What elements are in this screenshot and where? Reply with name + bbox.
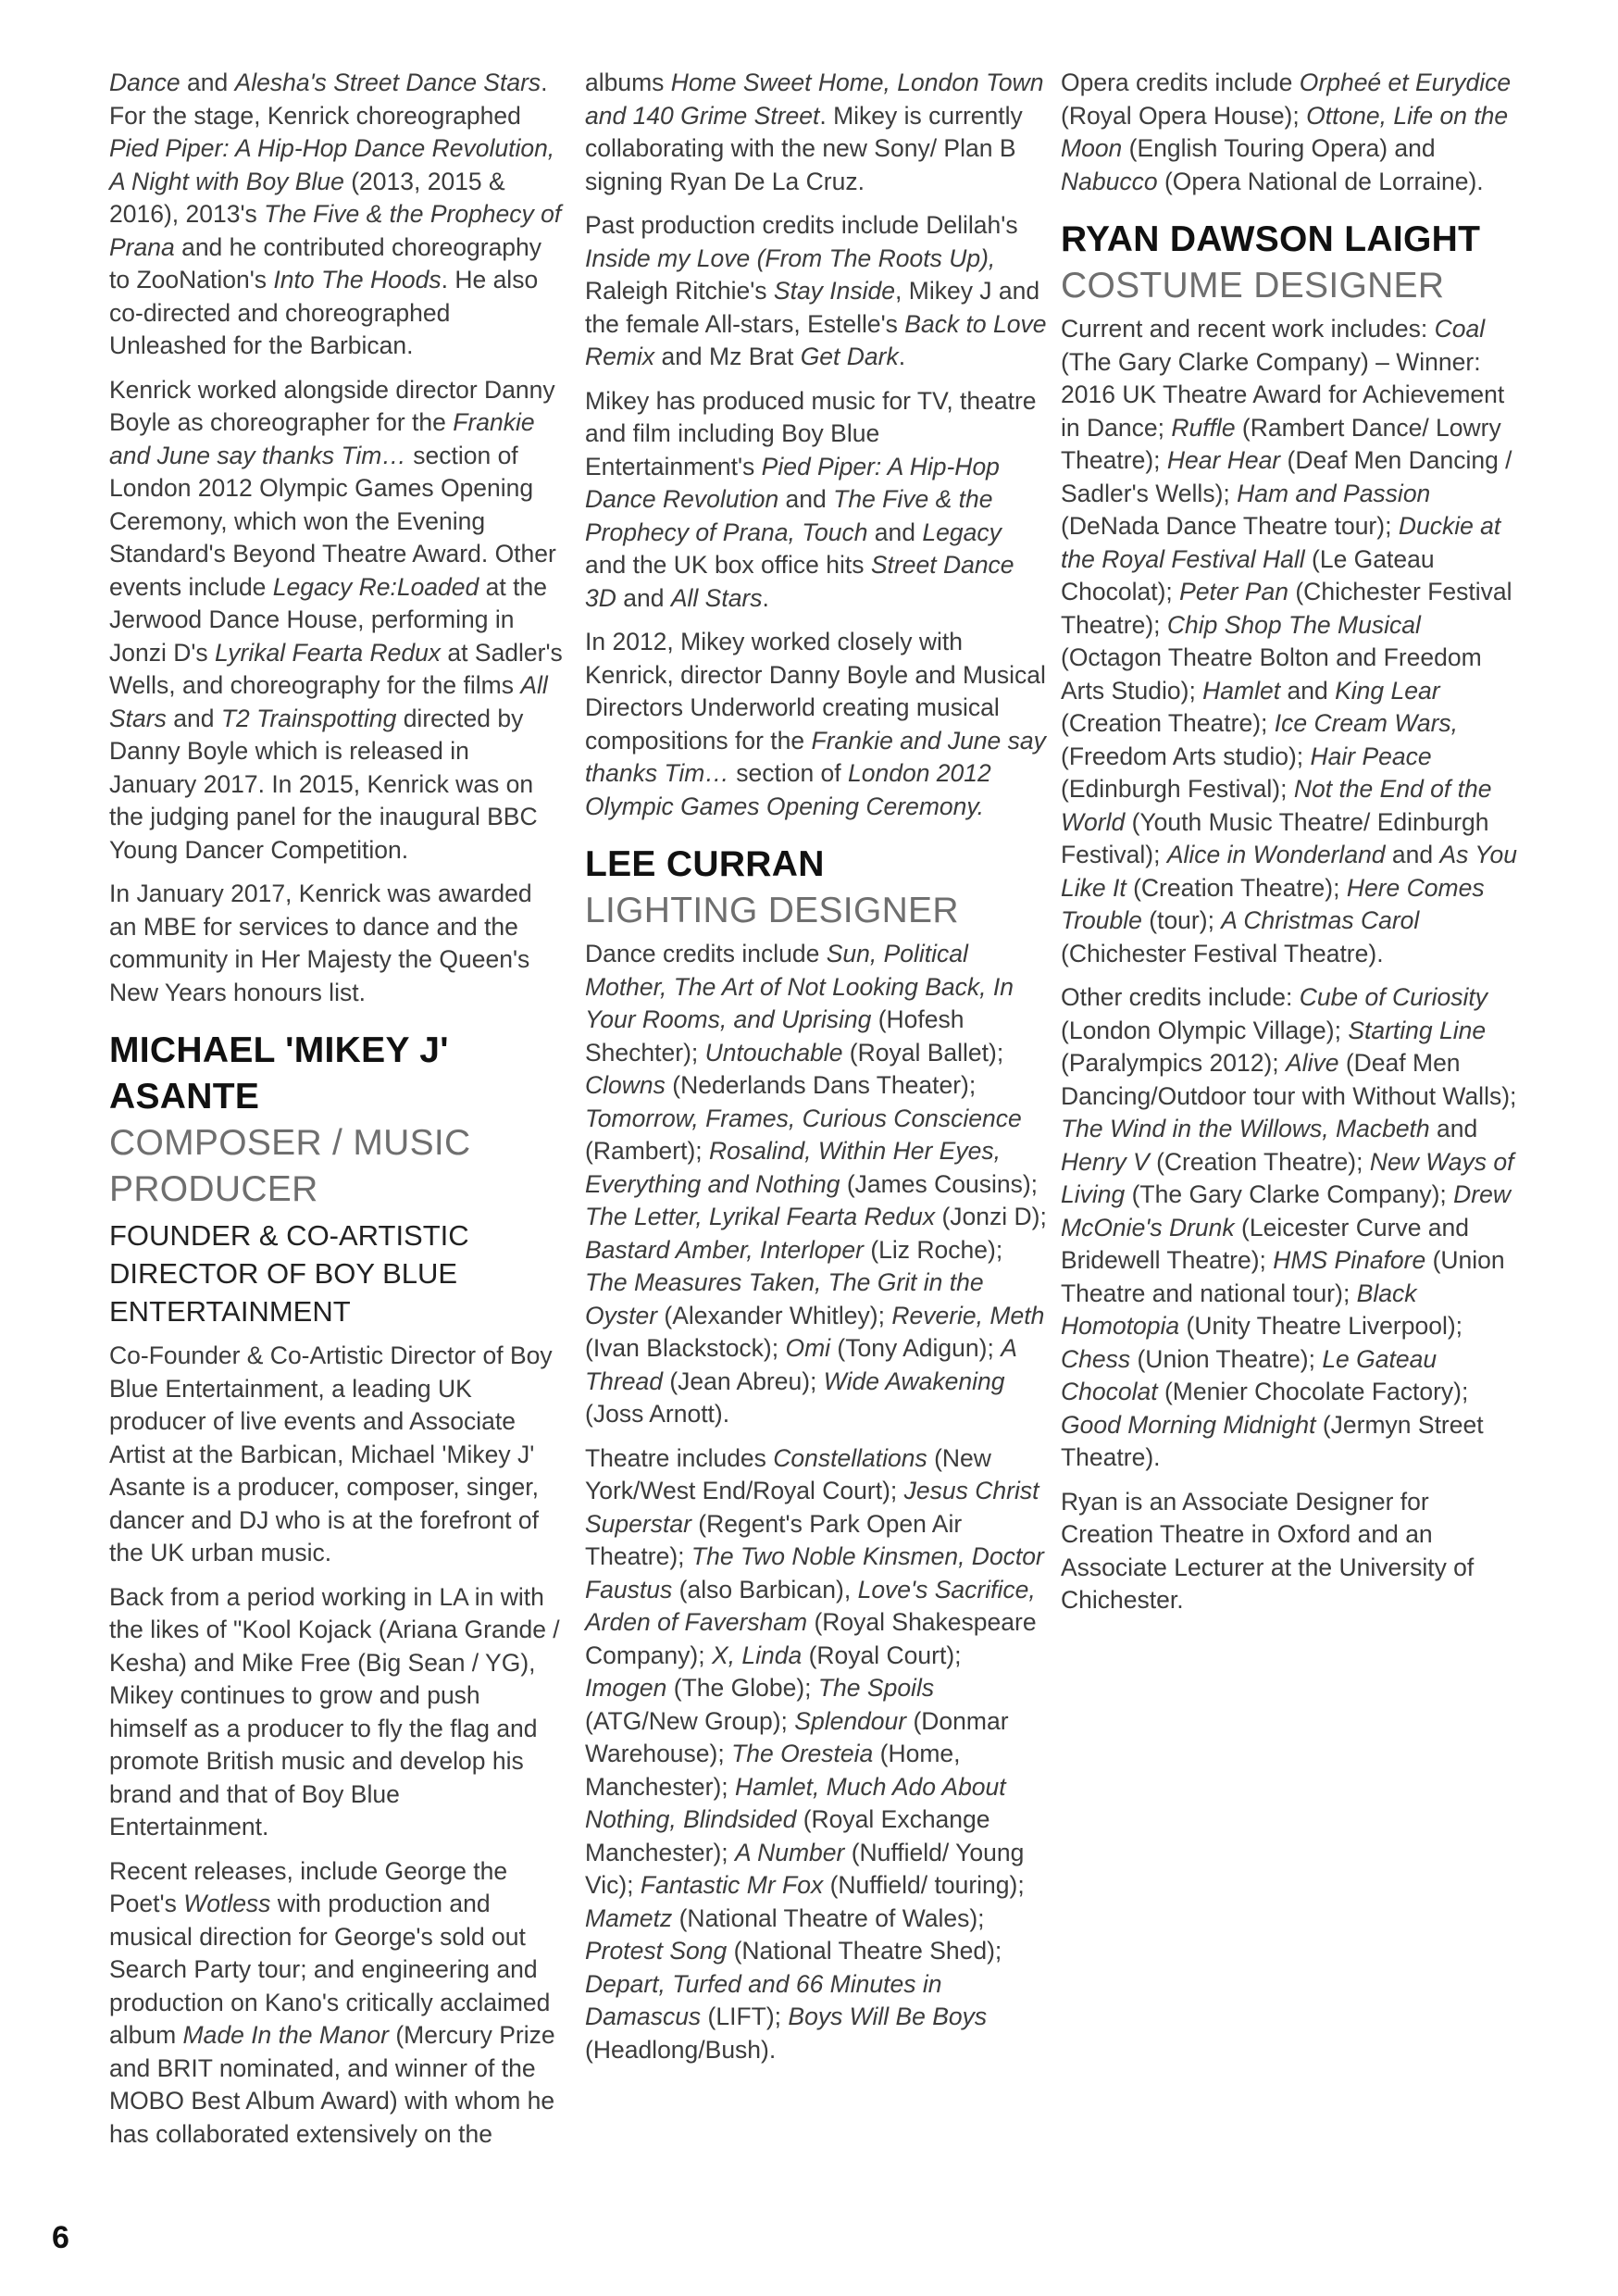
credit-role-heading: LIGHTING DESIGNER [585,891,959,930]
work-title: Legacy [922,518,1002,546]
work-title: The Wind in the Willows, Macbeth [1061,1115,1430,1142]
work-title: Alice in Wonderland [1166,841,1386,868]
bio-paragraph: Current and recent work includes: Coal (The Gary Clarke Company) – Winner: 2016 UK Theatre Award for Achievement in Dance; Ruffle (Rambert Dance/ Lowry Theatre); Hear Hear (Deaf Men Dancing / Sadler's Wells); Ham and Passion (DeNada Dance Theatre tour); Duckie at the Royal Festival Hall (Le Gateau Chocolat); Peter Pan (Chichester Festival Theatre); Chip Shop The Musical (Octagon Theatre Bolton and Freedom Arts Studio); Hamlet and King Lear (Creation Theatre); Ice Cream Wars, (Freedom Arts studio); Hair Peace (Edinburgh Festival); Not the End of the World (Youth Music Theatre/ Edinburgh Festival); Alice in Wonderland and As You Like It (Creation Theatre); Here Comes Trouble (tour); A Christmas Carol (Chichester Festival Theatre). [1061,315,1517,967]
work-title: All Stars [109,671,548,732]
work-title: As You Like It [1061,841,1517,902]
work-title: Tomorrow, Frames, Curious Conscience [585,1104,1022,1132]
work-title: Clowns [585,1071,666,1099]
work-title: London 2012 Olympic Games Opening Ceremony. [585,759,991,820]
work-title: Hamlet [1202,676,1281,705]
work-title: T2 Trainspotting [220,704,397,732]
work-title: Protest Song [585,1937,728,1965]
work-title: The Spoils [817,1674,935,1702]
credit-role-heading: COSTUME DESIGNER [1061,266,1445,306]
work-title: Duckie at the Royal Festival Hall [1061,512,1501,573]
column-left [109,67,563,2162]
work-title: Ottone, Life on the Moon [1061,101,1509,162]
work-title: Frankie and June say thanks Tim… [109,408,535,469]
work-title: Dance [109,69,180,96]
work-title: Chess [1061,1344,1131,1373]
work-title: Nabucco [1061,167,1158,195]
work-title: Frankie and June say thanks Tim… [585,726,1046,787]
work-title: A Christmas Carol [1221,906,1420,934]
bio-paragraph: Mikey has produced music for TV, theatre and film including Boy Blue Entertainment's Pied Piper: A Hip-Hop Dance Revolution and The Five & the Prophecy of Prana, Touch and Legacy and the UK box office hits Street Dance 3D and All Stars. [585,386,1037,612]
bio-paragraph: Ryan is an Associate Designer for Creation Theatre in Oxford and an Associate Lecturer at the University of Chichester. [1061,1487,1475,1614]
work-title: Starting Line [1348,1016,1487,1044]
bio-paragraph: Past production credits include Delilah's Inside my Love (From The Roots Up), Raleigh Ritchie's Stay Inside, Mikey J and the female All-stars, Estelle's Back to Love Remix and Mz Brat Get Dark. [585,211,1047,370]
work-title: Cube of Curiosity [1299,983,1488,1011]
work-title: A Number [735,1838,845,1866]
work-title: Le Gateau Chocolat [1061,1344,1438,1405]
work-title: The Letter, Lyrikal Fearta Redux [585,1203,936,1230]
work-title: The Two Noble Kinsmen, Doctor Faustus [585,1542,1044,1603]
bio-paragraph: Co-Founder & Co-Artistic Director of Boy Blue Entertainment, a leading UK producer of live events and Associate Artist at the Barbican, Michael 'Mikey J' Asante is a producer, composer, singer, dancer and DJ who is at the forefront of the UK urban music. [109,1341,553,1566]
column-middle [585,67,1048,2078]
work-title: Here Comes Trouble [1061,873,1485,934]
credit-name-heading: RYAN DAWSON LAIGHT [1061,219,1481,259]
work-title: Coal [1434,315,1486,343]
work-title: Alive [1286,1049,1339,1077]
work-title: Pied Piper: A Hip-Hop Dance Revolution, A Night with Boy Blue [109,134,555,195]
bio-paragraph: In January 2017, Kenrick was awarded an MBE for services to dance and the community in Her Majesty the Queen's New Years honours list. [109,880,532,1006]
credit-name-heading: LEE CURRAN [585,844,825,884]
bio-paragraph: Other credits include: Cube of Curiosity (London Olympic Village); Starting Line (Paralympics 2012); Alive (Deaf Men Dancing/Outdoor tour with Without Walls); The Wind in the Willows, Macbeth and Henry V (Creation Theatre); New Ways of Living (The Gary Clarke Company); Drew McOnie's Drunk (Leicester Curve and Bridewell Theatre); HMS Pinafore (Union Theatre and national tour); Black Homotopia (Unity Theatre Liverpool); Chess (Union Theatre); Le Gateau Chocolat (Menier Chocolate Factory); Good Morning Midnight (Jermyn Street Theatre). [1061,983,1517,1471]
bio-paragraph: Dance credits include Sun, Political Mother, The Art of Not Looking Back, In Your Rooms, and Uprising (Hofesh Shechter); Untouchable (Royal Ballet); Clowns (Nederlands Dans Theater); Tomorrow, Frames, Curious Conscience (Rambert); Rosalind, Within Her Eyes, Everything and Nothing (James Cousins); The Letter, Lyrikal Fearta Redux (Jonzi D); Bastard Amber, Interloper (Liz Roche); The Measures Taken, The Grit in the Oyster (Alexander Whitley); Reverie, Meth (Ivan Blackstock); Omi (Tony Adigun); A Thread (Jean Abreu); Wide Awakening (Joss Arnott). [585,940,1047,1428]
work-title: Reverie, Meth [891,1301,1045,1329]
work-title: Splendour [794,1706,907,1735]
work-title: Constellations [773,1443,927,1472]
work-title: Imogen [585,1674,667,1702]
work-title: Henry V [1061,1147,1150,1176]
work-title: Love's Sacrifice, Arden of Faversham [585,1575,1036,1636]
bio-paragraph: Back from a period working in LA in with the likes of "Kool Kojack (Ariana Grande / Kesha) and Mike Free (Big Sean / YG), Mikey continues to grow and push himself as a producer to fly the flag and promote British music and develop his brand and that of Boy Blue Entertainment. [109,1582,560,1841]
work-title: Ham and Passion [1237,479,1431,507]
bio-paragraph: Opera credits include Orpheé et Eurydice (Royal Opera House); Ottone, Life on the Moon (English Touring Opera) and Nabucco (Opera National de Lorraine). [1061,69,1512,195]
bio-paragraph: albums Home Sweet Home, London Town and 140 Grime Street. Mikey is currently collaborating with the new Sony/ Plan B signing Ryan De La Cruz. [585,69,1044,195]
work-title: Chip Shop The Musical [1166,610,1421,639]
work-title: Rosalind, Within Her Eyes, Everything and Nothing [585,1137,1001,1198]
work-title: Ruffle [1171,413,1236,442]
work-title: Wide Awakening [823,1366,1005,1395]
work-title: Peter Pan [1179,578,1288,605]
work-title: The Oresteia [731,1740,874,1767]
work-title: Get Dark [800,343,899,370]
work-title: Black Homotopia [1061,1279,1417,1340]
work-title: Hair Peace [1310,742,1432,770]
work-title: Street Dance 3D [585,551,1014,612]
page-number: 6 [52,2220,69,2255]
work-title: Wotless [183,1890,271,1917]
work-title: Made In the Manor [182,2021,389,2049]
work-title: Into The Hoods [273,266,442,293]
work-title: The Measures Taken, The Grit in the Oyster [585,1268,984,1329]
work-title: Drew McOnie's Drunk [1061,1180,1511,1242]
bio-paragraph: Theatre includes Constellations (New York/West End/Royal Court); Jesus Christ Superstar (Regent's Park Open Air Theatre); The Two Noble Kinsmen, Doctor Faustus (also Barbican), Love's Sacrifice, Arden of Faversham (Royal Shakespeare Company); X, Linda (Royal Court); Imogen (The Globe); The Spoils (ATG/New Group); Splendour (Donmar Warehouse); The Oresteia (Home, Manchester); Hamlet, Much Ado About Nothing, Blindsided (Royal Exchange Manchester); A Number (Nuffield/ Young Vic); Fantastic Mr Fox (Nuffield/ touring); Mametz (National Theatre of Wales); Protest Song (National Theatre Shed); Depart, Turfed and 66 Minutes in Damascus (LIFT); Boys Will Be Boys (Headlong/Bush). [585,1443,1044,2064]
work-title: Home Sweet Home, London Town and 140 Grime Street [585,69,1044,130]
work-title: Alesha's Street Dance Stars [234,69,541,96]
work-title: Legacy Re:Loaded [272,572,479,601]
work-title: King Lear [1335,676,1440,705]
bio-paragraph: Recent releases, include George the Poet's Wotless with production and musical direction for George's sold out Search Party tour; and engineering and production on Kano's critically acclaimed album Made In the Manor (Mercury Prize and BRIT nominated, and winner of the MOBO Best Album Award) with whom he has collaborated extensively on the [109,1856,555,2148]
work-title: Lyrikal Fearta Redux [215,638,442,667]
work-title: Fantastic Mr Fox [640,1871,824,1899]
work-title: Inside my Love (From The Roots Up), [585,243,996,272]
work-title: Back to Love Remix [585,309,1047,370]
work-title: A Thread [585,1334,1016,1395]
work-title: Hear Hear [1166,446,1281,474]
work-title: All Stars [670,583,763,612]
work-title: Sun, Political Mother, The Art of Not Looking Back, In Your Rooms, and Uprising [585,940,1014,1033]
work-title: Bastard Amber, Interloper [585,1235,864,1264]
credit-role-heading: COMPOSER / MUSIC PRODUCER [109,1123,471,1209]
work-title: Stay Inside [773,277,896,305]
bio-paragraph: Dance and Alesha's Street Dance Stars. For the stage, Kenrick choreographed Pied Piper: A Hip-Hop Dance Revolution, A Night with Boy Blue (2013, 2015 & 2016), 2013's The Five & the Prophecy of Prana and he contributed choreography to ZooNation's Into The Hoods. He also co-directed and choreographed Unleashed for the Barbican. [109,69,562,359]
work-title: Hamlet, Much Ado About Nothing, Blindsided [585,1772,1006,1833]
credit-name-heading: MICHAEL 'MIKEY J' ASANTE [109,1030,449,1117]
work-title: The Five & the Prophecy of Prana, Touch [585,485,993,546]
credit-subtitle-heading: FOUNDER & CO-ARTISTIC DIRECTOR OF BOY BLUE ENTERTAINMENT [109,1219,469,1328]
work-title: Ice Cream Wars, [1274,709,1459,737]
work-title: X, Linda [711,1641,803,1669]
work-title: Pied Piper: A Hip-Hop Dance Revolution [585,452,1000,513]
work-title: The Five & the Prophecy of Prana [109,200,562,261]
work-title: Orpheé et Eurydice [1299,69,1512,96]
bio-paragraph: In 2012, Mikey worked closely with Kenrick, director Danny Boyle and Musical Directors Underworld creating musical compositions for the Frankie and June say thanks Tim… section of London 2012 Olympic Games Opening Ceremony. [585,628,1046,820]
work-title: Jesus Christ Superstar [585,1477,1039,1538]
work-title: Depart, Turfed and 66 Minutes in Damascus [585,1969,942,2030]
bio-paragraph: Kenrick worked alongside director Danny Boyle as choreographer for the Frankie and June say thanks Tim… section of London 2012 Olympic Games Opening Ceremony, which won the Evening Standard's Beyond Theatre Award. Other events include Legacy Re:Loaded at the Jerwood Dance House, performing in Jonzi D's Lyrikal Fearta Redux at Sadler's Wells, and choreography for the films All Stars and T2 Trainspotting directed by Danny Boyle which is released in January 2017. In 2015, Kenrick was on the judging panel for the inaugural BBC Young Dancer Competition. [109,375,563,864]
work-title: Untouchable [704,1038,843,1067]
work-title: Mametz [585,1903,673,1932]
work-title: Omi [785,1334,831,1362]
work-title: HMS Pinafore [1273,1246,1426,1274]
column-right [1061,67,1524,1628]
work-title: Boys Will Be Boys [788,2003,988,2030]
work-title: New Ways of Living [1061,1147,1514,1208]
work-title: Good Morning Midnight [1061,1410,1316,1439]
work-title: Not the End of the World [1061,775,1492,836]
